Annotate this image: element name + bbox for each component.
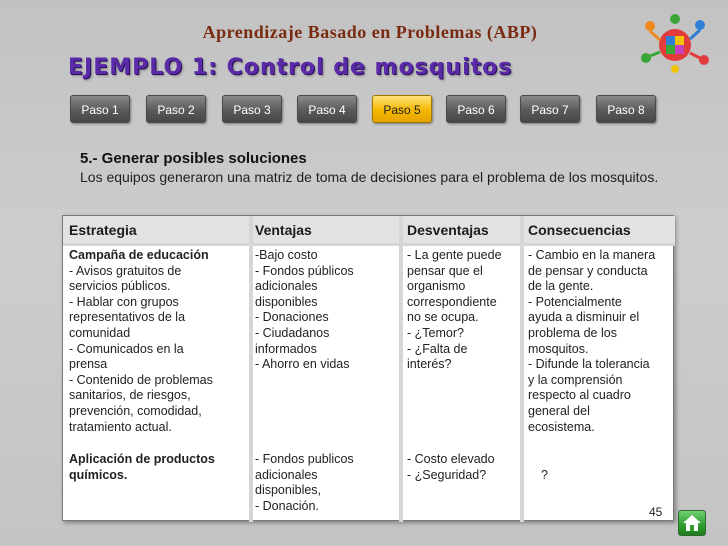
- consequence-line: problema de los: [528, 325, 617, 340]
- tab-paso-1[interactable]: Paso 1: [70, 95, 130, 123]
- consequence-line: ayuda a disminuir el: [528, 310, 640, 325]
- consequence-line: mosquitos.: [528, 341, 589, 356]
- tab-paso-3[interactable]: Paso 3: [222, 95, 282, 123]
- row1-strategy: [69, 248, 249, 435]
- page-title: Aprendizaje Basado en Problemas (ABP): [202, 22, 538, 42]
- example-title: EJEMPLO 1: Control de mosquitos: [68, 55, 513, 80]
- strategy-line: - Comunicados en la: [69, 341, 184, 356]
- strategy-line: - Avisos gratuitos de: [69, 263, 182, 278]
- step-description: Los equipos generaron una matriz de toma de decisiones para el problema de los mosquitos.: [80, 169, 659, 185]
- row2-strategy: [69, 452, 249, 483]
- advantage-line: adicionales: [255, 467, 318, 482]
- decision-matrix-table: [62, 215, 674, 521]
- consequence-line: - Cambio en la manera: [528, 248, 656, 262]
- row1-advantages: [255, 248, 399, 373]
- row2-consequences: [541, 468, 661, 484]
- disadvantage-line: - ¿Seguridad?: [407, 467, 487, 482]
- row2-advantages: [255, 452, 399, 514]
- disadvantage-line: organismo: [407, 279, 466, 294]
- disadvantage-line: pensar que el: [407, 263, 483, 278]
- tab-paso-6[interactable]: Paso 6: [446, 95, 506, 123]
- consequence-line: ecosistema.: [528, 419, 595, 434]
- strategy-line: comunidad: [69, 325, 131, 340]
- disadvantage-line: - La gente puede: [407, 248, 502, 262]
- consequence-line: - Difunde la tolerancia: [528, 357, 650, 372]
- row1-disadvantages: [407, 248, 522, 373]
- strategy-title: químicos.: [69, 467, 128, 482]
- consequence-line: de pensar y conducta: [528, 263, 648, 278]
- disadvantage-line: no se ocupa.: [407, 310, 479, 325]
- disadvantage-line: - Costo elevado: [407, 452, 495, 466]
- strategy-line: sanitarios, de riesgos,: [69, 388, 191, 403]
- consequence-line: y la comprensión: [528, 372, 623, 387]
- strategy-line: - Hablar con grupos: [69, 294, 179, 309]
- advantage-line: - Fondos publicos: [255, 452, 354, 466]
- header-estrategia: Estrategia: [69, 222, 137, 238]
- home-icon: [679, 511, 705, 535]
- strategy-line: tratamiento actual.: [69, 419, 172, 434]
- strategy-title: Campaña de educación: [69, 248, 209, 262]
- advantage-line: - Donaciones: [255, 310, 329, 325]
- consequence-line: de la gente.: [528, 279, 594, 294]
- consequence-line: respecto al cuadro: [528, 388, 631, 403]
- step-heading: 5.- Generar posibles soluciones: [80, 150, 307, 167]
- disadvantage-line: interés?: [407, 357, 452, 372]
- column-divider: [399, 216, 403, 522]
- column-divider: [249, 216, 253, 522]
- advantage-line: disponibles,: [255, 483, 322, 498]
- header-consecuencias: Consecuencias: [528, 222, 631, 238]
- row1-consequences: [528, 248, 674, 435]
- header-ventajas: Ventajas: [255, 222, 312, 238]
- advantage-line: -Bajo costo: [255, 248, 318, 262]
- advantage-line: adicionales: [255, 279, 318, 294]
- disadvantage-line: - ¿Temor?: [407, 325, 464, 340]
- tab-paso-7[interactable]: Paso 7: [520, 95, 580, 123]
- home-button[interactable]: [678, 510, 706, 536]
- advantage-line: - Ciudadanos: [255, 325, 330, 340]
- strategy-line: prevención, comodidad,: [69, 403, 202, 418]
- consequence-line: general del: [528, 403, 590, 418]
- step-tabs: [0, 95, 728, 125]
- advantage-line: informados: [255, 341, 317, 356]
- puzzle-team-logo-icon: [636, 12, 714, 74]
- tab-paso-8[interactable]: Paso 8: [596, 95, 656, 123]
- header-divider: [63, 243, 675, 246]
- advantage-line: - Donación.: [255, 498, 319, 513]
- disadvantage-line: - ¿Falta de: [407, 341, 468, 356]
- tab-paso-4[interactable]: Paso 4: [297, 95, 357, 123]
- advantage-line: - Fondos públicos: [255, 263, 354, 278]
- header-desventajas: Desventajas: [407, 222, 489, 238]
- advantage-line: disponibles: [255, 294, 318, 309]
- row2-disadvantages: [407, 452, 522, 483]
- tab-paso-2[interactable]: Paso 2: [146, 95, 206, 123]
- strategy-line: representativos de la: [69, 310, 186, 325]
- consequence-line: - Potencialmente: [528, 294, 622, 309]
- strategy-line: servicios públicos.: [69, 279, 171, 294]
- advantage-line: - Ahorro en vidas: [255, 357, 350, 372]
- strategy-line: - Contenido de problemas: [69, 372, 213, 387]
- consequence-line: ?: [541, 468, 548, 482]
- disadvantage-line: correspondiente: [407, 294, 497, 309]
- page-number: 45: [649, 505, 663, 519]
- tab-paso-5[interactable]: Paso 5: [372, 95, 432, 123]
- strategy-line: prensa: [69, 357, 108, 372]
- strategy-title: Aplicación de productos: [69, 452, 215, 466]
